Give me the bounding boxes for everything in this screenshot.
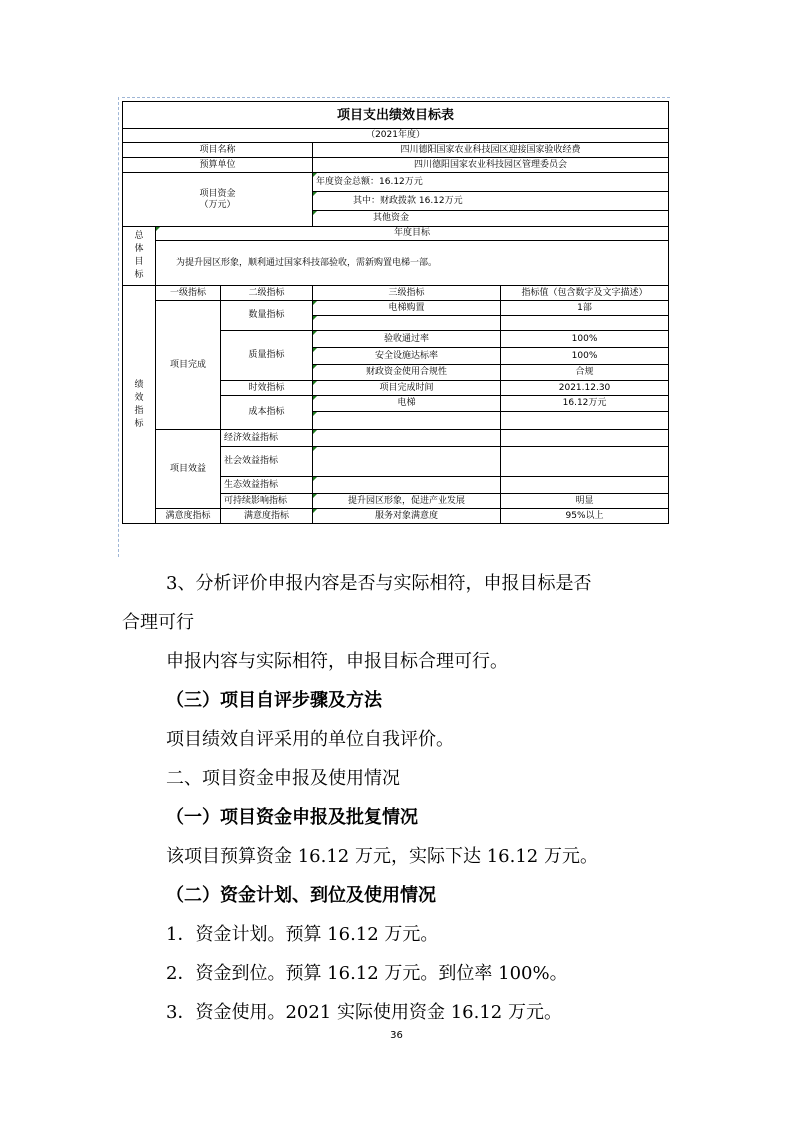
benefit-label: 项目效益 <box>156 430 221 509</box>
performance-indicator-label <box>123 286 156 524</box>
indicator-value: 1部 <box>501 301 669 316</box>
indicator-name: 电梯 <box>313 396 501 412</box>
indicator-name: 电梯购置 <box>313 301 501 316</box>
paragraph: 申报内容与实际相符，申报目标合理可行。 <box>166 651 508 672</box>
paragraph: 3．资金使用。2021 实际使用资金 16.12 万元。 <box>166 1002 562 1023</box>
paragraph-line: 合理可行 <box>122 612 194 633</box>
social-indicator: 社会效益指标 <box>221 447 313 477</box>
project-name-value: 四川德阳国家农业科技园区迎接国家验收经费 <box>313 143 669 158</box>
indicator-label-char: 效 <box>134 392 144 403</box>
funds-other: 其他资金 <box>313 211 669 227</box>
page-frame-left <box>118 97 119 557</box>
header-level1: 一级指标 <box>156 286 221 301</box>
timeliness-indicator: 时效指标 <box>221 381 313 396</box>
overall-label-char: 目 <box>134 257 144 267</box>
section-heading: 二、项目资金申报及使用情况 <box>166 768 400 789</box>
indicator-label-char: 指 <box>134 405 144 416</box>
indicator-value <box>501 430 669 447</box>
indicator-value <box>501 477 669 494</box>
indicator-label-char: 绩 <box>134 379 144 390</box>
header-level3: 三级指标 <box>313 286 501 301</box>
table-year: （2021年度） <box>123 129 669 143</box>
section-heading: （一）项目资金申报及批复情况 <box>166 807 418 828</box>
indicator-name: 安全设施达标率 <box>313 348 501 365</box>
indicator-name <box>313 477 501 494</box>
overall-target-label <box>123 227 156 286</box>
funds-fiscal: 其中：财政拨款 16.12万元 <box>313 192 669 211</box>
budget-unit-value: 四川德阳国家农业科技园区管理委员会 <box>313 158 669 173</box>
overall-label-char: 总 <box>134 231 144 241</box>
indicator-name: 财政资金使用合规性 <box>313 365 501 381</box>
section-heading: （三）项目自评步骤及方法 <box>166 690 382 711</box>
annual-target-text: 为提升园区形象，顺利通过国家科技部验收，需新购置电梯一部。 <box>156 241 669 286</box>
quantity-indicator: 数量指标 <box>221 301 313 331</box>
indicator-name: 验收通过率 <box>313 331 501 348</box>
cost-indicator: 成本指标 <box>221 396 313 430</box>
paragraph: 该项目预算资金 16.12 万元，实际下达 16.12 万元。 <box>166 846 598 867</box>
header-level2: 二级指标 <box>221 286 313 301</box>
annual-target-header: 年度目标 <box>156 227 669 241</box>
funds-label <box>123 173 313 227</box>
page-frame-top <box>122 97 670 98</box>
section-heading: （二）资金计划、到位及使用情况 <box>166 885 436 906</box>
table-title: 项目支出绩效目标表 <box>123 102 669 129</box>
funds-total: 年度资金总额：16.12万元 <box>313 173 669 192</box>
indicator-name <box>313 316 501 331</box>
indicator-name: 服务对象满意度 <box>313 509 501 524</box>
funds-label-line2: （万元） <box>199 199 236 210</box>
indicator-label-char: 标 <box>134 418 144 429</box>
indicator-value <box>501 447 669 477</box>
quality-indicator: 质量指标 <box>221 331 313 381</box>
indicator-name <box>313 412 501 430</box>
indicator-value <box>501 412 669 430</box>
ecological-indicator: 生态效益指标 <box>221 477 313 494</box>
indicator-value: 95%以上 <box>501 509 669 524</box>
indicator-value: 100% <box>501 331 669 348</box>
indicator-name <box>313 430 501 447</box>
indicator-value <box>501 316 669 331</box>
paragraph: 项目绩效自评采用的单位自我评价。 <box>166 729 454 750</box>
indicator-value: 2021.12.30 <box>501 381 669 396</box>
completion-label: 项目完成 <box>156 301 221 430</box>
funds-label-line1: 项目资金 <box>199 188 236 199</box>
paragraph-line: 3、分析评价申报内容是否与实际相符，申报目标是否 <box>166 573 592 594</box>
indicator-name: 项目完成时间 <box>313 381 501 396</box>
indicator-value: 明显 <box>501 494 669 509</box>
indicator-value: 100% <box>501 348 669 365</box>
economic-indicator: 经济效益指标 <box>221 430 313 447</box>
indicator-name <box>313 447 501 477</box>
project-name-label: 项目名称 <box>123 143 313 158</box>
page-number: 36 <box>390 1030 403 1041</box>
satisfaction-sub: 满意度指标 <box>221 509 313 524</box>
budget-unit-label: 预算单位 <box>123 158 313 173</box>
overall-label-char: 体 <box>134 244 144 254</box>
header-value: 指标值（包含数字及文字描述） <box>501 286 669 301</box>
satisfaction-label: 满意度指标 <box>156 509 221 524</box>
indicator-value: 合规 <box>501 365 669 381</box>
overall-label-char: 标 <box>134 270 144 280</box>
indicator-name: 提升园区形象，促进产业发展 <box>313 494 501 509</box>
performance-target-table <box>122 101 669 524</box>
paragraph: 1．资金计划。预算 16.12 万元。 <box>166 924 439 945</box>
sustainable-indicator: 可持续影响指标 <box>221 494 313 509</box>
paragraph: 2．资金到位。预算 16.12 万元。到位率 100%。 <box>166 963 568 984</box>
indicator-value: 16.12万元 <box>501 396 669 412</box>
